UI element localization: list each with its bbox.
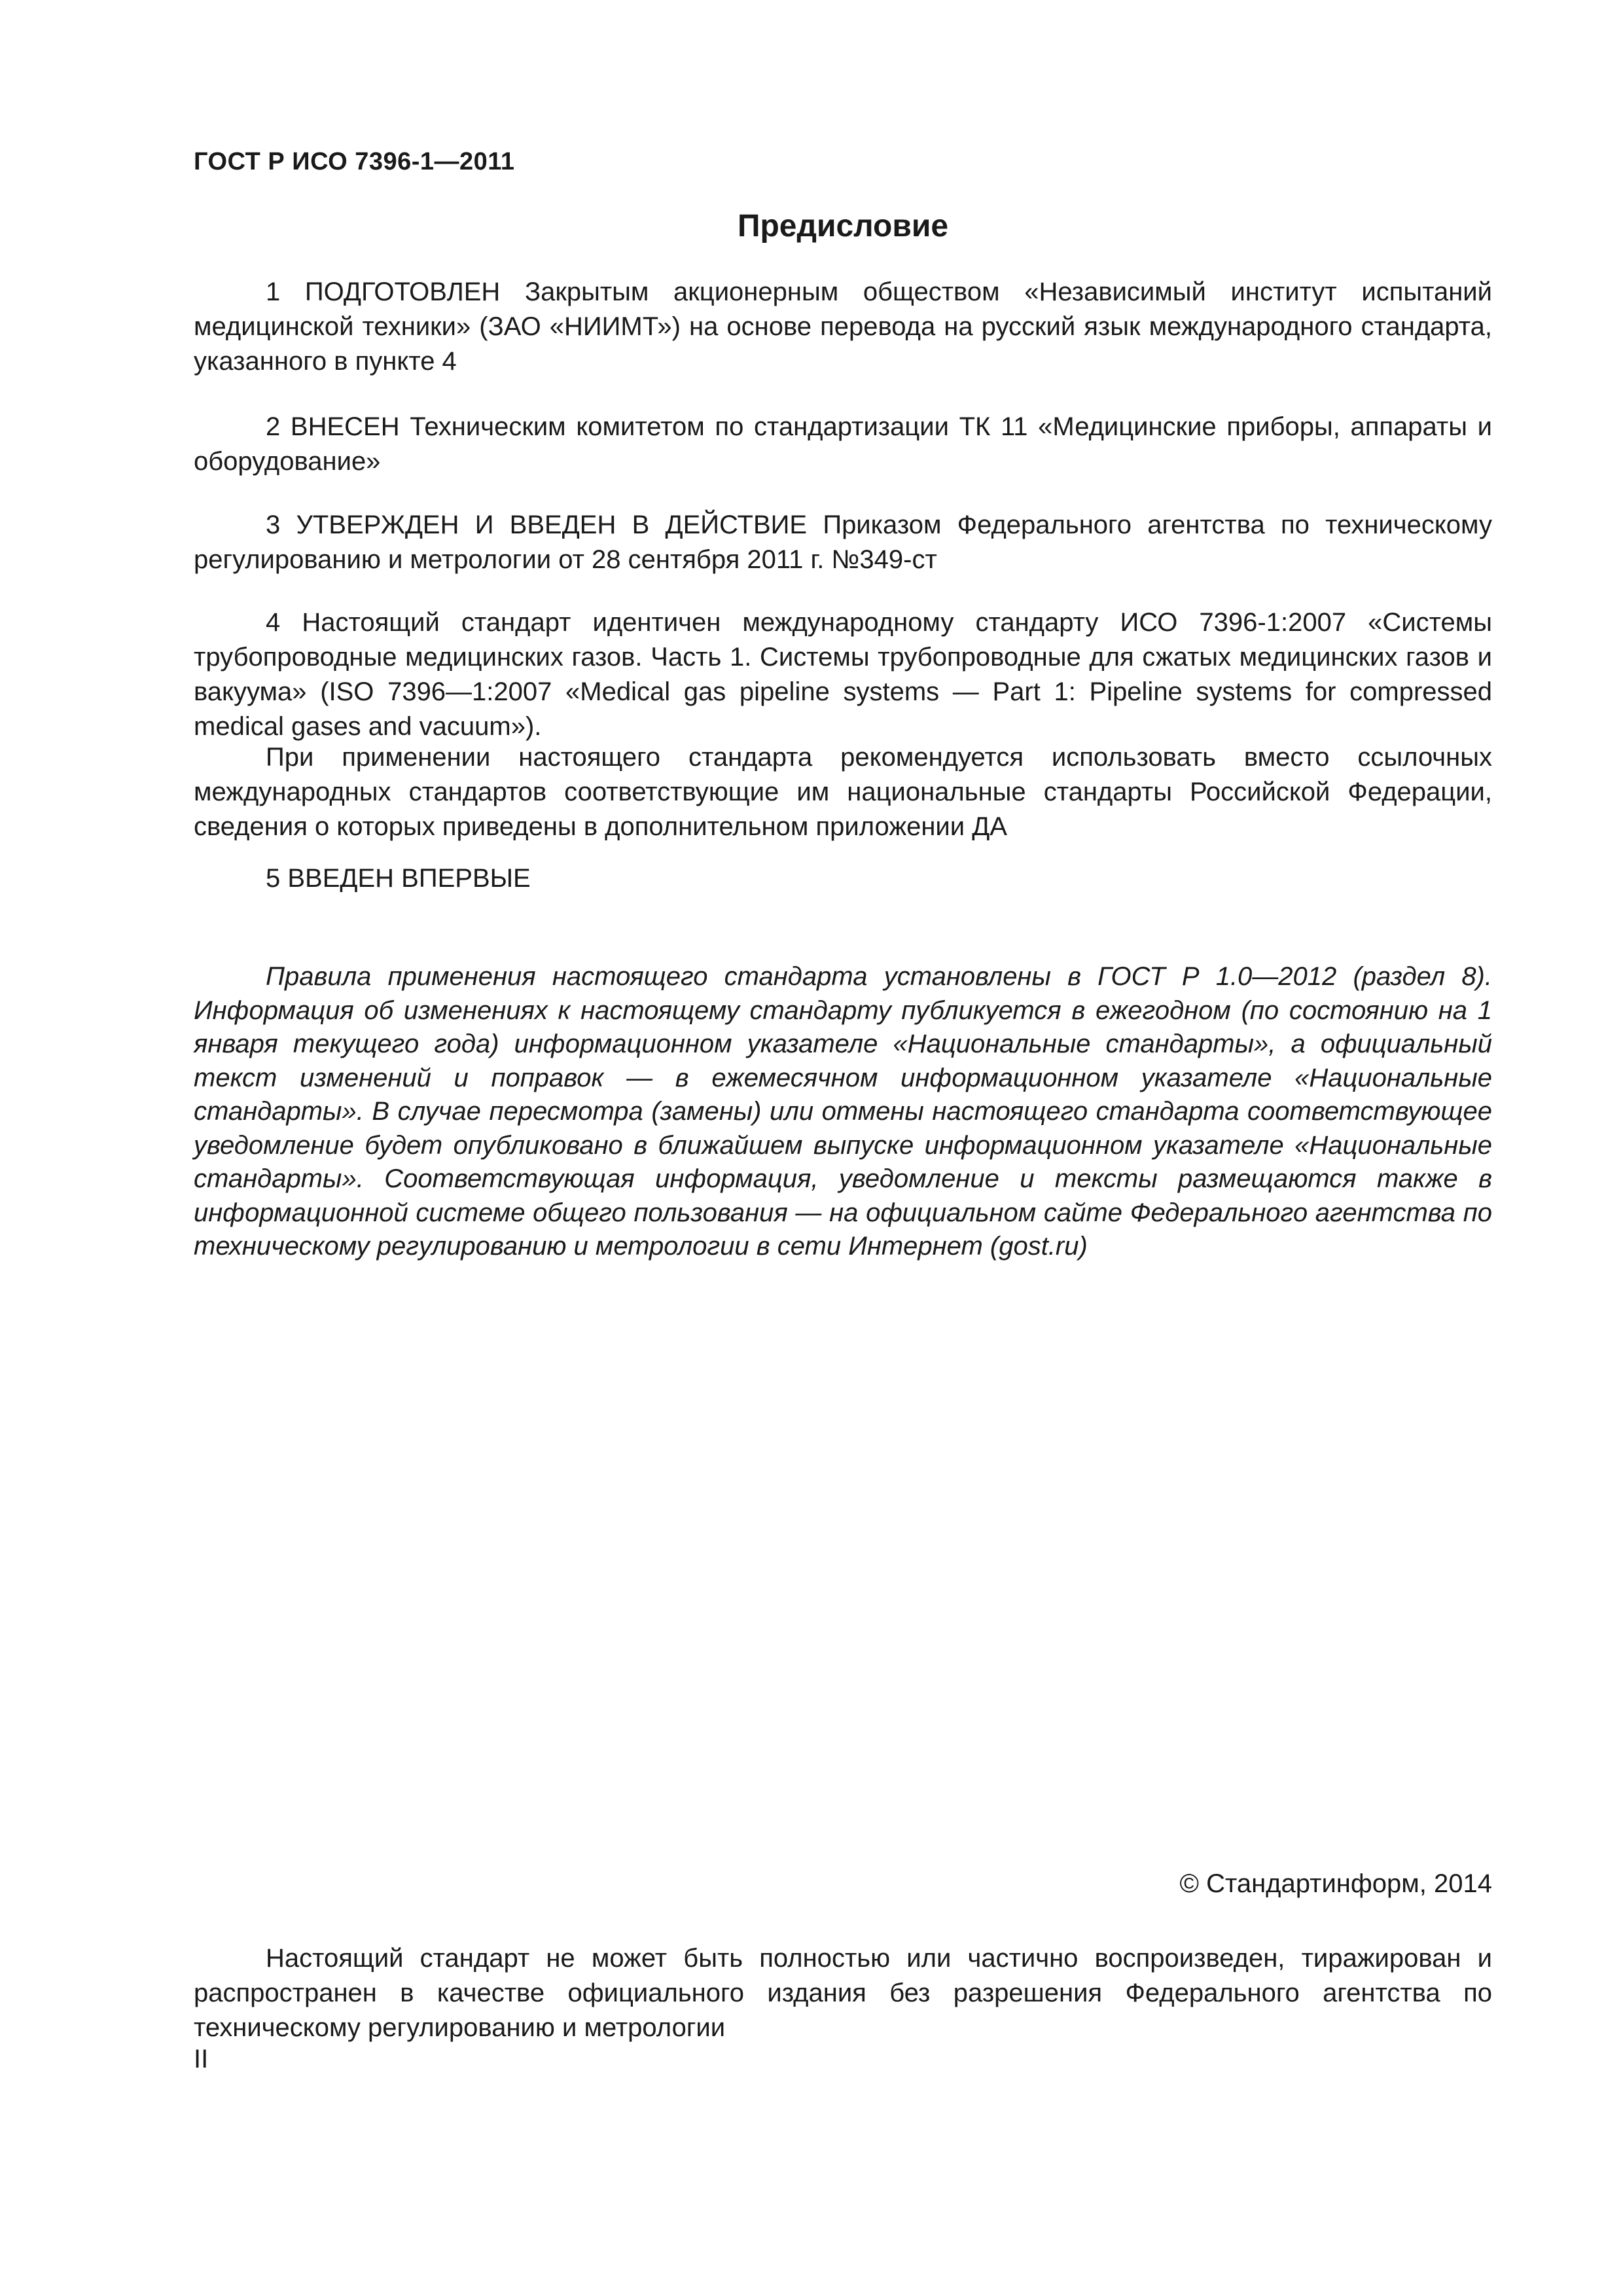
paragraph-submitted-by: 2 ВНЕСЕН Техническим комитетом по стандартизации ТК 11 «Медицинские приборы, аппараты и оборудование» bbox=[194, 412, 1492, 476]
page-title: Предисловие bbox=[737, 209, 949, 243]
paragraph-references-note: При применении настоящего стандарта рекомендуется использовать вместо ссылочных международных стандартов соответствующие им национальные стандарты Российской Федерации, сведения о которых приведены в дополнительном приложении ДА bbox=[194, 743, 1492, 841]
paragraph-prepared-by: 1 ПОДГОТОВЛЕН Закрытым акционерным обществом «Независимый институт испытаний медицинской техники» (ЗАО «НИИМТ») на основе перевода на русский язык международного стандарта, указанного в пункте 4 bbox=[194, 278, 1492, 376]
legal-notice: Настоящий стандарт не может быть полностью или частично воспроизведен, тиражирован и распространен в качестве официального издания без разрешения Федерального агентства по техническому регулированию и метрологии bbox=[194, 1944, 1492, 2042]
paragraph-first-introduced: 5 ВВЕДЕН ВПЕРВЫЕ bbox=[266, 864, 531, 893]
copyright-line: © Стандартинформ, 2014 bbox=[1179, 1869, 1492, 1898]
document-header: ГОСТ Р ИСО 7396-1—2011 bbox=[194, 148, 515, 175]
page-number: II bbox=[194, 2045, 209, 2073]
paragraph-identical-standard: 4 Настоящий стандарт идентичен международному стандарту ИСО 7396-1:2007 «Системы трубопроводные медицинских газов. Часть 1. Системы трубопроводные для сжатых медицинских газов и вакуума» (ISO 7396—1:2007 «Medical gas pipeline systems — Part 1: Pipeline systems for compressed medical gases and vacuum»). bbox=[194, 608, 1492, 741]
application-rules-notice: Правила применения настоящего стандарта установлены в ГОСТ Р 1.0—2012 (раздел 8). Информация об изменениях к настоящему стандарту публикуется в ежегодном (по состоянию на 1 января текущего года) информационном указателе «Национальные стандарты», а официальный текст изменений и поправок — в ежемесячном информационном указателе «Национальные стандарты». В случае пересмотра (замены) или отмены настоящего стандарта соответствующее уведомление будет опубликовано в ближайшем выпуске информационном указателе «Национальные стандарты». Соответствующая информация, уведомление и тексты размещаются также в информационной системе общего пользования — на официальном сайте Федерального агентства по техническому регулированию и метрологии в сети Интернет (gost.ru) bbox=[194, 962, 1492, 1261]
paragraph-approved: 3 УТВЕРЖДЕН И ВВЕДЕН В ДЕЙСТВИЕ Приказом Федерального агентства по техническому регулированию и метрологии от 28 сентября 2011 г. №349-ст bbox=[194, 511, 1492, 574]
